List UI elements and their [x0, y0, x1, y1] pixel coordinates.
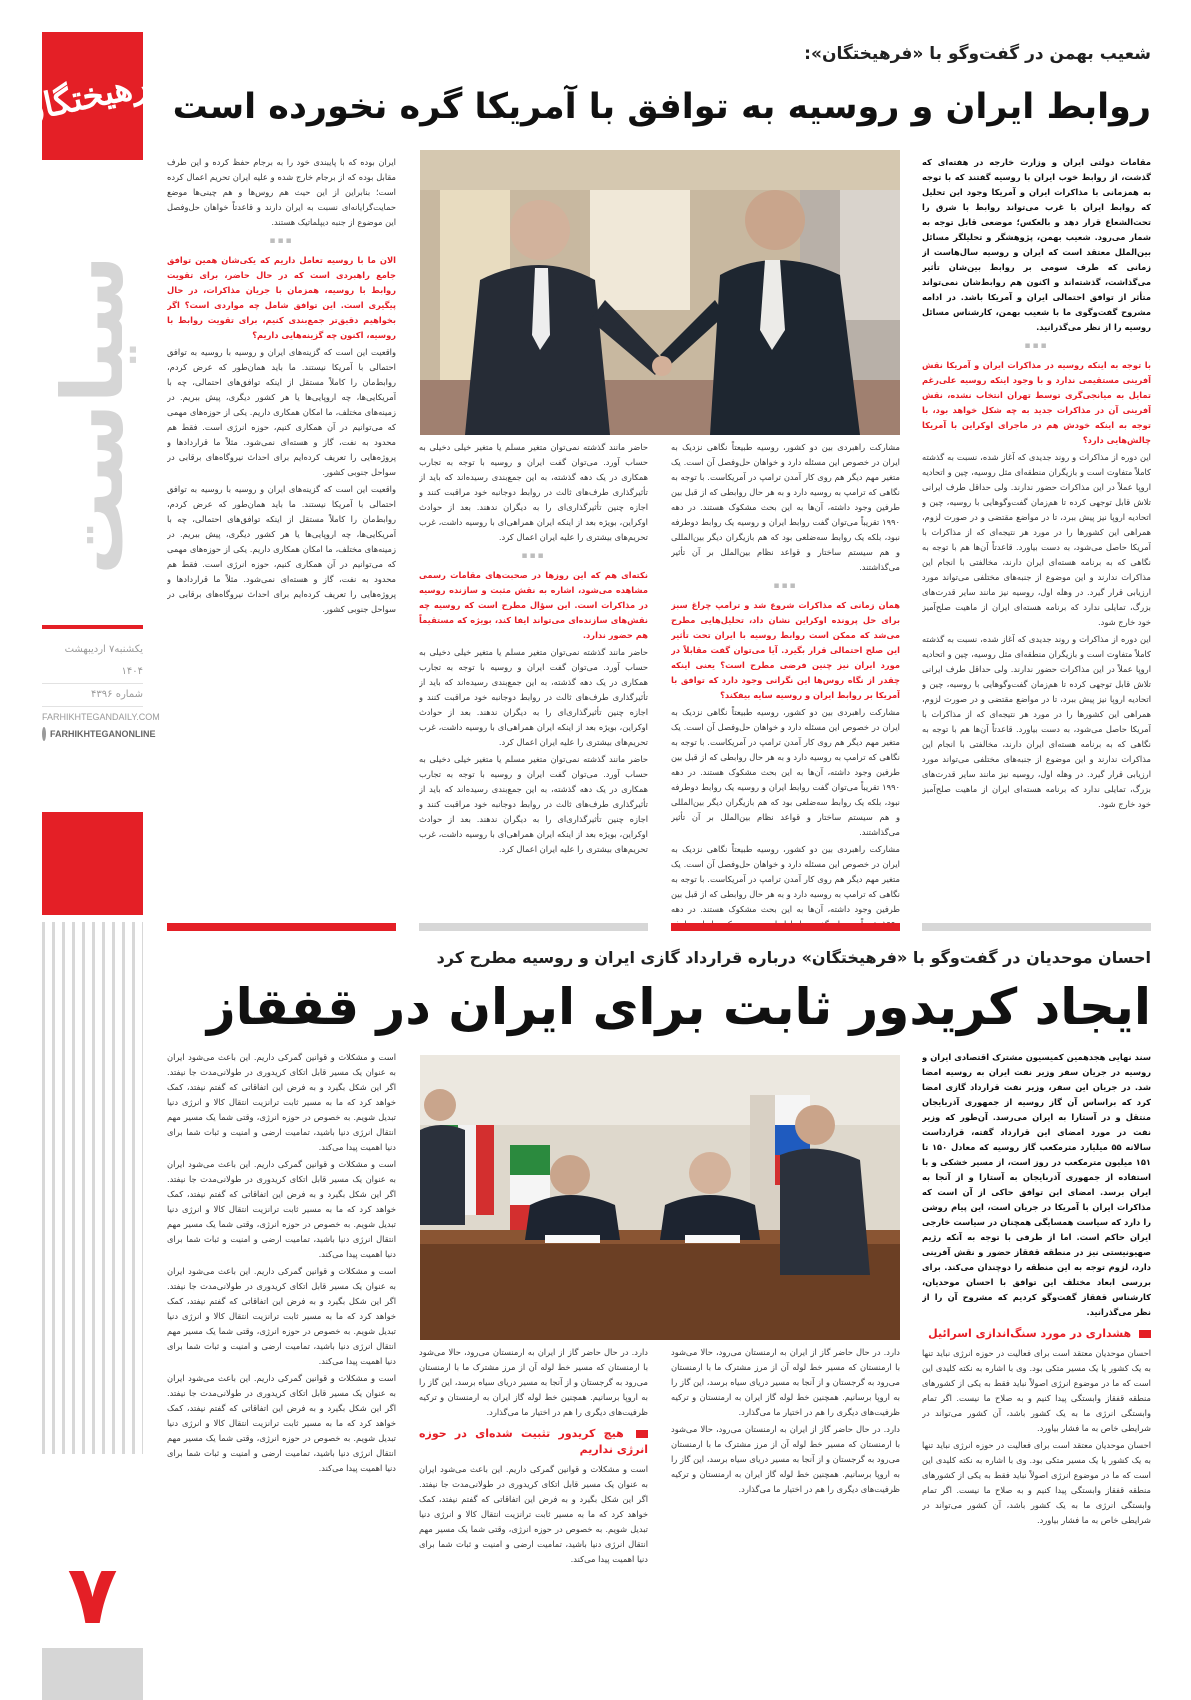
story1-left-text-2: واقعیت این است که گزینه‌های ایران و روسیه با روسیه به توافق احتمالی با آمریکا نیستند. ما باید همان‌طور که عرض کردم، روابط‌مان را کاملاً مستقل از اینکه توافق‌های احتمالی، چه با آمریکایی‌ها، چه اروپایی‌ها یا هر کشور دیگری، پیش ببریم. در زمینه‌های مختلف، ما امکان همکاری داریم. یکی از حوزه‌های مهمی که می‌توانیم در آن همکاری کنیم، حوزه انرژی است. فقط هم محدود به نفت، گاز و هسته‌ای نمی‌شود. مثلاً ما قراردادها و پروژه‌هایی را تعریف کرده‌ایم برای احداث نیروگاه‌های برقابی در سواحل جنوبی کشور.	[167, 347, 396, 477]
issue-number: شماره ۴۳۹۶	[42, 684, 143, 707]
grey-footer-block	[42, 1648, 143, 1700]
online-handle: FARHIKHTEGANONLINE	[50, 729, 156, 739]
story2-right-text-2: احسان موحدیان معتقد است برای فعالیت در حوزه انرژی نباید تنها به یک کشور یا یک مسیر متکی بود. وی با اشاره به نکته کلیدی این است که ما در موضوع انرژی اصولاً نباید فقط به یکی از کشورهای منطقه قفقاز وابستگی پیدا کنیم و به صلاح ما نیست. اگر تمام وابستگی انرژی ما به یک کشور باشد، آن کشور می‌تواند در شرایطی خاص به ما فشار بیاورد.	[922, 1440, 1151, 1525]
masthead-strip	[15, 0, 170, 1700]
story1-column-right	[922, 155, 1151, 931]
story1-answer-1: این دوره از مذاکرات و روند جدیدی که آغاز شده، نسبت به گذشته کاملاً متفاوت است و بازیگران منطقه‌ای مثل روسیه، چین و اتحادیه اروپا عملاً در این مذاکرات حضور ندارند. ولی حداقل طرف ایرانی تلاش قابل توجهی کرده تا هم‌زمان گفت‌وگوهایی با روسیه، چین و اتحادیه اروپا نیز پیش ببرد، تا در مواضع مقتضی و در صورت لزوم، همراهی این کشورها را در مورد هر نتیجه‌ای که از مذاکرات با آمریکا حاصل می‌شود، به دست بیاورد. قاعدتاً آن‌ها هم با توجه به نگاهی که به برنامه هسته‌ای ایران دارند، مخالفتی با انجام این مذاکرات ندارند و این موضوع از جنبه‌های مختلفی می‌تواند مورد ارزیابی قرار گیرد. در وهله اول، روسیه نیز مانند سایر قدرت‌های بزرگ، تمایلی ندارد که برنامه هسته‌ای ایران از ماهیت صلح‌آمیز خود خارج شود.	[922, 452, 1151, 627]
story1-photo-handshake	[420, 150, 900, 435]
story1-left-text: ایران بوده که با پایبندی خود را به برجام حفظ کرده و این طرف مقابل بوده که از برجام خارج شده و علیه ایران تحریم اعمال کرده است؛ بنابراین از این حیث هم روس‌ها و هم چینی‌ها موضع حمایت‌گرایانه‌ای نسبت به ایران دارند و قاعدتاً خواهان حل‌وفصل این موضوع از جنبه دیپلماتیک هستند.	[167, 157, 396, 227]
story1-mid-text-3: مشارکت راهبردی بین دو کشور، روسیه طبیعتاً نگاهی نزدیک به ایران در خصوص این مسئله دارد و خواهان حل‌وفصل آن است. یک متغیر مهم دیگر هم روی کار آمدن ترامپ در آمریکاست. با توجه به نگاهی که ترامپ به روسیه دارد و به هر حال روابطی که از قبل بین طرفین وجود داشته، آن‌ها به این بحث مشکوک هستند. در دهه	[671, 844, 900, 914]
story2-column-right	[922, 1050, 1151, 1690]
section-title-text: سیاست	[43, 255, 142, 575]
telegram-icon	[42, 727, 46, 741]
story2-subhead-2: هیچ کریدور تثبیت شده‌ای در حوزه انرژی نداریم	[419, 1427, 648, 1456]
website-link[interactable]: FARHIKHTEGANDAILY.COM	[42, 712, 160, 722]
story1-mid-text: مشارکت راهبردی بین دو کشور، روسیه طبیعتاً نگاهی نزدیک به ایران در خصوص این مسئله دارد و خواهان حل‌وفصل آن است. یک متغیر مهم دیگر هم روی کار آمدن ترامپ در آمریکاست. با توجه به نگاهی که ترامپ به روسیه دارد و به هر حال روابطی که از قبل بین طرفین وجود داشته، آن‌ها به این بحث مشکوک هستند. در دهه ۱۹۹۰ تقریباً می‌توان گفت روابط ایران و روسیه یک روابط دوطرفه نبود، بلکه یک روابط سه‌ضلعی بود که هم بازیگران دیگر بین‌المللی و هم سیستم ساختار و قواعد نظام بین‌الملل بر آن تأثیر می‌گذاشتند.	[671, 442, 900, 572]
separator: ▪▪▪	[269, 236, 294, 246]
telegram-row[interactable]	[42, 727, 156, 741]
story1-lead: مقامات دولتی ایران و وزارت خارجه در هفته‌ای که گذشت، از روابط خوب ایران با روسیه گفتند که با توجه به همزمانی با مذاکرات ایران و آمریکا وجود این تحلیل که روابط ایران با غرب می‌تواند روابط با شرق را تحت‌الشعاع قرار دهد و بالعکس؛ موضعی قابل توجه به شمار می‌رود. شعیب بهمن، پژوهشگر و تحلیلگر مسائل بین‌الملل معتقد است که ایران و روسیه سال‌هاست از زمانی که طرف سومی بر روابط بین‌شان تأثیر می‌گذاشت، گذشته‌اند و اکنون هم روابط‌شان نمی‌تواند متأثر از توافق احتمالی ایران و آمریکا باشد. در ادامه مشروح گفت‌وگوی ما با شعیب بهمن، کارشناس مسائل روسیه را از نظر می‌گذرانید.	[922, 157, 1151, 332]
story2-left-text-2: است و مشکلات و قوانین گمرکی داریم. این باعث می‌شود ایران به عنوان یک مسیر قابل اتکای کریدوری در طولانی‌مدت جا نیفتد. اگر این شکل بگیرد و به فرض این اتفاقاتی که گفتم نیفتد، کمک خواهد کرد که ما به مسیر ثابت ترانزیت انتقال کالا و انرژی دنیا تبدیل شویم. به خصوص در حوزه انرژی، وقتی شما یک مسیر مهم انتقال انرژی دنیا باشید، تمامیت ارضی و امنیت و ثبات شما برای دنیا اهمیت پیدا می‌کند.	[167, 1159, 396, 1259]
story1-mid2-text: حاضر مانند گذشته نمی‌توان متغیر مسلم یا متغیر خیلی دخیلی به حساب آورد. می‌توان گفت ایران و روسیه با توجه به تجارب همکاری در یک دهه گذشته، به این جمع‌بندی رسیده‌اند که باید از تأثیرگذاری طرف‌های ثالث در روابط دوجانبه خود مراقبت کنند و اجازه چنین تأثیرگذاری‌ای را به دیگران ندهند. بعد از حوادث اوکراین، بویژه بعد از اینکه ایران همراهی‌ای با روسیه داشت، غرب تحریم‌های بیشتری را علیه ایران اعمال کرد.	[419, 442, 648, 542]
story1-question-1: با توجه به اینکه روسیه در مذاکرات ایران و آمریکا نقش آفرینی مستقیمی ندارد و با وجود اینکه روسیه علی‌رغم تمایل به میانجی‌گری توسط تهران انتخاب نشده، نقش آفرینی آن در مذاکرات جدید به چه شکل خواهد بود، با توجه به اینکه خودش هم در ماجرای اوکراین با آمریکا چالش‌هایی دارد؟	[922, 360, 1151, 445]
story2-mid-text: دارد. در حال حاضر گاز از ایران به ارمنستان می‌رود، حالا می‌شود با ارمنستان که مسیر خط لوله آن از مرز مشترک ما با ارمنستان می‌رود به گرجستان و از آنجا به مسیر دریای سیاه برسد، این گاز را به اروپا برسانیم. همچنین خط لوله گاز ایران به ارمنستان و ترکیه ظرفیت‌های دیگری را هم در اختیار ما می‌گذارد.	[671, 1347, 900, 1417]
column-rule	[671, 923, 900, 931]
story1-question-3: نکته‌ای هم که این روزها در صحبت‌های مقامات رسمی مشاهده می‌شود، اشاره به نقش مثبت و سازنده روسیه در مذاکرات است. این سؤال مطرح است که روسیه چه نقش‌های سازنده‌ای می‌تواند ایفا کند، بویژه که مستقیماً هم حضور ندارد.	[419, 570, 648, 640]
story2-kicker: احسان موحدیان در گفت‌وگو با «فرهیختگان» درباره قرارداد گازی ایران و روسیه مطرح کرد	[436, 948, 1151, 967]
story2-left-text-3: است و مشکلات و قوانین گمرکی داریم. این باعث می‌شود ایران به عنوان یک مسیر قابل اتکای کریدوری در طولانی‌مدت جا نیفتد. اگر این شکل بگیرد و به فرض این اتفاقاتی که گفتم نیفتد، کمک خواهد کرد که ما به مسیر ثابت ترانزیت انتقال کالا و انرژی دنیا تبدیل شویم. به خصوص در حوزه انرژی، وقتی شما یک مسیر مهم انتقال انرژی دنیا باشید، تمامیت ارضی و امنیت و ثبات شما برای دنیا اهمیت پیدا می‌کند.	[167, 1266, 396, 1366]
decorative-stripes	[42, 922, 143, 1454]
story2-right-text: احسان موحدیان معتقد است برای فعالیت در حوزه انرژی نباید تنها به یک کشور یا یک مسیر متکی بود. وی با اشاره به نکته کلیدی این است که ما در موضوع انرژی اصولاً نباید فقط به یکی از کشورهای منطقه قفقاز وابستگی پیدا کنیم و به صلاح ما نیست. اگر تمام وابستگی انرژی ما به یک کشور باشد، آن کشور می‌تواند در شرایطی خاص به ما فشار بیاورد.	[922, 1348, 1151, 1433]
story2-mid2-text-2: است و مشکلات و قوانین گمرکی داریم. این باعث می‌شود ایران به عنوان یک مسیر قابل اتکای کریدوری در طولانی‌مدت جا نیفتد. اگر این شکل بگیرد و به فرض این اتفاقاتی که گفتم نیفتد، کمک خواهد کرد که ما به مسیر ثابت ترانزیت انتقال کالا و انرژی دنیا تبدیل شویم. به خصوص در حوزه انرژی، وقتی شما یک مسیر مهم انتقال انرژی دنیا باشید، تمامیت ارضی و امنیت و ثبات شما برای دنیا اهمیت پیدا می‌کند.	[419, 1464, 648, 1564]
issue-date: یکشنبه۷ اردیبهشت ۱۴۰۴	[42, 639, 143, 684]
story1-question-4: الان ما با روسیه تعامل داریم که یکی‌شان همین توافق جامع راهبردی است که در حال حاضر، برای تقویت روابط با روسیه، همزمان با جریان مذاکرات، در حال پیگیری است. این توافق شامل چه مواردی است؟ اگر بخواهیم دقیق‌تر جمع‌بندی کنیم، برای تقویت روابط با روسیه، اکنون چه گزینه‌هایی داریم؟	[167, 255, 396, 340]
logo-text: فرهیختگان	[15, 60, 170, 132]
column-rule	[922, 923, 1151, 931]
page-number: ۷	[67, 1548, 118, 1643]
separator: ▪▪▪	[521, 551, 546, 561]
story1-question-2: همان زمانی که مذاکرات شروع شد و ترامپ چراغ سبز برای حل پرونده اوکراین نشان داد، تحلیل‌هایی مطرح می‌شد که ممکن است روابط روسیه با ایران تحت تأثیر این صلح احتمالی قرار بگیرد. آیا می‌توان گفت مقابلاً در مورد ایران نیز چنین فرضی مطرح است؟ یعنی اینکه چقدر از نگاه روس‌ها این نگرانی وجود دارد که توافق با آمریکا بر روابط ایران و روسیه سایه بیفکند؟	[671, 600, 900, 700]
story1-mid2-text-2: حاضر مانند گذشته نمی‌توان متغیر مسلم یا متغیر خیلی دخیلی به حساب آورد. می‌توان گفت ایران و روسیه با توجه به تجارب همکاری در یک دهه گذشته، به این جمع‌بندی رسیده‌اند که باید از تأثیرگذاری طرف‌های ثالث در روابط دوجانبه خود مراقبت کنند و اجازه چنین تأثیرگذاری‌ای را به دیگران ندهند. بعد از حوادث اوکراین، بویژه بعد از اینکه ایران همراهی‌ای با روسیه داشت، غرب تحریم‌های بیشتری را علیه ایران اعمال کرد.	[419, 647, 648, 747]
separator: ▪▪▪	[773, 581, 798, 591]
story1-headline: روابط ایران و روسیه به توافق با آمریکا گره نخورده است	[172, 87, 1151, 127]
newspaper-logo	[15, 32, 170, 160]
story1-column-middle-left	[419, 440, 648, 932]
page-content	[166, 0, 1151, 1700]
red-accent-block	[42, 812, 143, 915]
section-title	[42, 245, 143, 585]
story2-column-middle-left	[419, 1345, 648, 1690]
subhead-marker-icon	[1139, 1330, 1151, 1338]
story2-left-text-4: است و مشکلات و قوانین گمرکی داریم. این باعث می‌شود ایران به عنوان یک مسیر قابل اتکای کریدوری در طولانی‌مدت جا نیفتد. اگر این شکل بگیرد و به فرض این اتفاقاتی که گفتم نیفتد، کمک خواهد کرد که ما به مسیر ثابت ترانزیت انتقال کالا و انرژی دنیا تبدیل شویم. به خصوص در حوزه انرژی، وقتی شما یک مسیر مهم انتقال انرژی دنیا باشید، تمامیت ارضی و امنیت و ثبات شما برای دنیا اهمیت پیدا می‌کند.	[167, 1373, 396, 1473]
separator: ▪▪▪	[1024, 341, 1049, 351]
story1-answer-1b: این دوره از مذاکرات و روند جدیدی که آغاز شده، نسبت به گذشته کاملاً متفاوت است و بازیگران منطقه‌ای مثل روسیه، چین و اتحادیه اروپا عملاً در این مذاکرات حضور ندارند. ولی حداقل طرف ایرانی تلاش قابل توجهی کرده تا هم‌زمان گفت‌وگوهایی با روسیه، چین و اتحادیه اروپا نیز پیش ببرد، تا در مواضع مقتضی و در صورت لزوم، همراهی این کشورها را در مورد هر نتیجه‌ای که از مذاکرات با آمریکا حاصل می‌شود، به دست بیاورد. قاعدتاً آن‌ها هم با توجه به نگاهی که به برنامه هسته‌ای ایران دارند، مخالفتی با انجام این مذاکرات ندارند و این موضوع از جنبه‌های مختلفی می‌تواند مورد ارزیابی قرار گیرد. در وهله اول، روسیه نیز مانند سایر قدرت‌های بزرگ، تمایلی ندارد که برنامه هسته‌ای ایران از ماهیت صلح‌آمیز خود خارج شود.	[922, 634, 1151, 809]
story2-headline: ایجاد کریدور ثابت برای ایران در قفقاز	[206, 978, 1151, 1036]
story2-left-text: است و مشکلات و قوانین گمرکی داریم. این باعث می‌شود ایران به عنوان یک مسیر قابل اتکای کریدوری در طولانی‌مدت جا نیفتد. اگر این شکل بگیرد و به فرض این اتفاقاتی که گفتم نیفتد، کمک خواهد کرد که ما به مسیر ثابت ترانزیت انتقال کالا و انرژی دنیا تبدیل شویم. به خصوص در حوزه انرژی، وقتی شما یک مسیر مهم انتقال انرژی دنیا باشید، تمامیت ارضی و امنیت و ثبات شما برای دنیا اهمیت پیدا می‌کند.	[167, 1052, 396, 1152]
issue-info	[42, 625, 160, 741]
story2-subhead-1: هشداری در مورد سنگ‌اندازی اسرائیل	[922, 1326, 1151, 1342]
story2-photo-signing	[420, 1055, 900, 1340]
story1-left-text-3: واقعیت این است که گزینه‌های ایران و روسیه با روسیه به توافق احتمالی با آمریکا نیستند. ما باید همان‌طور که عرض کردم، روابط‌مان را کاملاً مستقل از اینکه توافق‌های احتمالی، چه با آمریکایی‌ها، چه اروپایی‌ها یا هر کشور دیگری، پیش ببریم. در زمینه‌های مختلف، ما امکان همکاری داریم. یکی از حوزه‌های مهمی که می‌توانیم در آن همکاری کنیم، حوزه انرژی است. فقط هم محدود به نفت، گاز و هسته‌ای نمی‌شود. مثلاً ما قراردادها و پروژه‌هایی را تعریف کرده‌ایم برای احداث نیروگاه‌های برقابی در سواحل جنوبی کشور.	[167, 484, 396, 614]
story2-column-left	[167, 1050, 396, 1690]
story1-column-middle-right	[671, 440, 900, 932]
story2-column-middle-right	[671, 1345, 900, 1690]
column-rule	[167, 923, 396, 931]
story2-mid2-text: دارد. در حال حاضر گاز از ایران به ارمنستان می‌رود، حالا می‌شود با ارمنستان که مسیر خط لوله آن از مرز مشترک ما با ارمنستان می‌رود به گرجستان و از آنجا به مسیر دریای سیاه برسد، این گاز را به اروپا برسانیم. همچنین خط لوله گاز ایران به ارمنستان و ترکیه ظرفیت‌های دیگری را هم در اختیار ما می‌گذارد.	[419, 1347, 648, 1417]
story1-mid2-text-3: حاضر مانند گذشته نمی‌توان متغیر مسلم یا متغیر خیلی دخیلی به حساب آورد. می‌توان گفت ایران و روسیه با توجه به تجارب همکاری در یک دهه گذشته، به این جمع‌بندی رسیده‌اند که باید از تأثیرگذاری طرف‌های ثالث در روابط دوجانبه خود مراقبت کنند و اجازه چنین تأثیرگذاری‌ای را به دیگران ندهند. بعد از حوادث اوکراین، بویژه بعد از اینکه ایران همراهی‌ای با روسیه داشت، غرب تحریم‌های بیشتری را علیه ایران اعمال کرد.	[419, 754, 648, 854]
story2-lead: سند نهایی هجدهمین کمیسیون مشترک اقتصادی ایران و روسیه در جریان سفر وزیر نفت ایران به روسیه امضا شد. در جریان این سفر، وزیر نفت قرارداد گازی امضا کرد که براساس آن گاز روسیه از جمهوری آذربایجان منتقل و در آستارا به ایران می‌رسد. آن‌طور که وزیر نفت در مورد امضای این قرارداد گفته، قرارداست سالانه ۵۵ میلیارد مترمکعب گاز روسیه که معادل ۱۵۰ تا ۱۵۱ میلیون مترمکعب در روز است، از مسیر خشکی و با استفاده از جمهوری آذربایجان به آستارا و از آنجا به ایران برسد. امضای این توافق حاکی از آن است که مذاکرات ایران با آمریکا در جریان است، این پیام روشن را دارد که سیاست همسایگی همچنان در سیاست خارجی ایران حاکم است. اما از طرفی با توجه به آنکه رژیم صهیونیستی نیز در منطقه قفقاز حضور و نقش آفرینی دارد، لزوم توجه به این منطقه را دوچندان می‌کند. برای بررسی ابعاد مختلف این توافق با احسان موحدیان، کارشناس قفقاز گفت‌وگو کردیم که مشروح آن را از نظر می‌گذرانید.	[922, 1052, 1151, 1317]
column-rule	[419, 923, 648, 931]
story1-column-left	[167, 155, 396, 931]
story1-kicker: شعیب بهمن در گفت‌وگو با «فرهیختگان»:	[804, 44, 1151, 64]
story1-mid-text-2: مشارکت راهبردی بین دو کشور، روسیه طبیعتاً نگاهی نزدیک به ایران در خصوص این مسئله دارد و خواهان حل‌وفصل آن است. یک متغیر مهم دیگر هم روی کار آمدن ترامپ در آمریکاست. با توجه به نگاهی که ترامپ به روسیه دارد و به هر حال روابطی که از قبل بین طرفین وجود داشته، آن‌ها به این بحث مشکوک هستند. در دهه ۱۹۹۰ تقریباً می‌توان گفت روابط ایران و روسیه یک روابط دوطرفه نبود، بلکه یک روابط سه‌ضلعی بود که هم بازیگران دیگر بین‌المللی و هم سیستم ساختار و قواعد نظام بین‌الملل بر آن تأثیر می‌گذاشتند.	[671, 707, 900, 837]
story2-mid-text-2: دارد. در حال حاضر گاز از ایران به ارمنستان می‌رود، حالا می‌شود با ارمنستان که مسیر خط لوله آن از مرز مشترک ما با ارمنستان می‌رود به گرجستان و از آنجا به مسیر دریای سیاه برسد، این گاز را به اروپا برسانیم. همچنین خط لوله گاز ایران به ارمنستان و ترکیه ظرفیت‌های دیگری را هم در اختیار ما می‌گذارد.	[671, 1424, 900, 1494]
subhead-marker-icon	[636, 1430, 648, 1438]
